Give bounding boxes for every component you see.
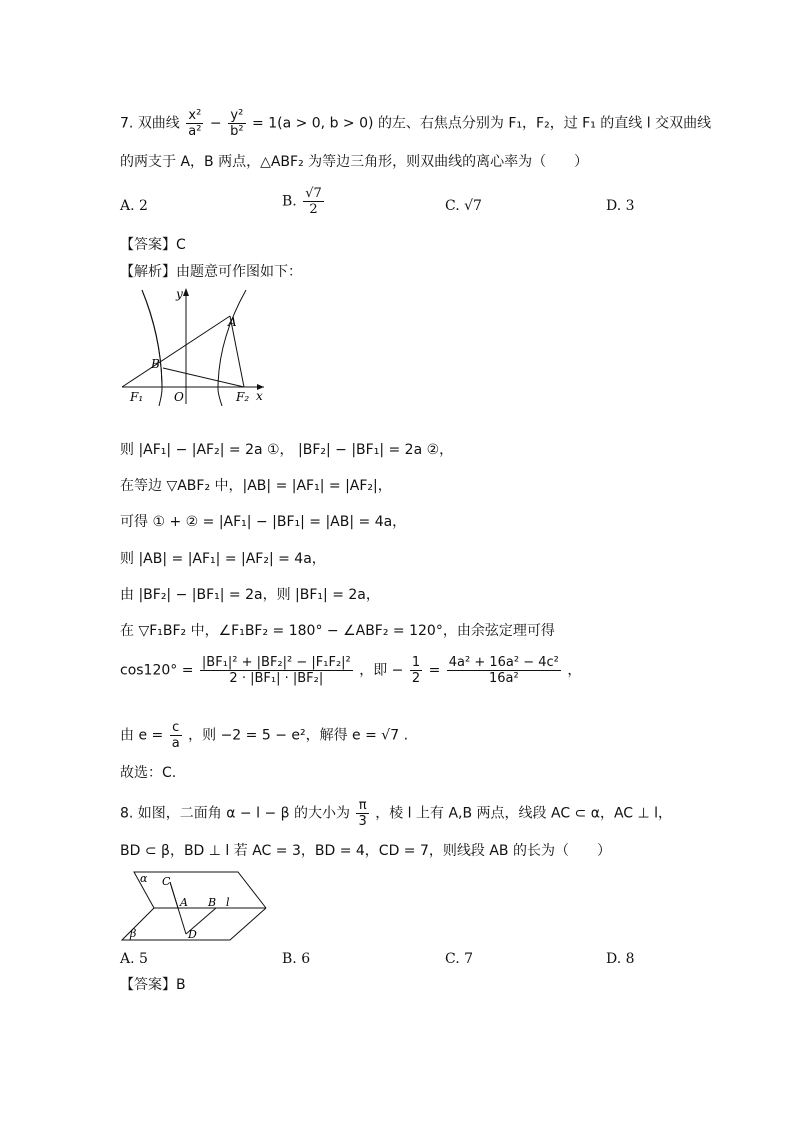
q7-fig-label-f1: F₁ xyxy=(130,390,144,404)
q7-stem-line2: 的两支于 A，B 两点，△ABF₂ 为等边三角形，则双曲线的离心率为（ ） xyxy=(120,154,589,170)
q7-frac-y xyxy=(228,108,245,139)
q7-hyperbola-figure xyxy=(118,284,270,406)
q8-angle-frac xyxy=(356,798,368,829)
q7-option-b-label: B. xyxy=(282,193,297,210)
q8-angle-den: 3 xyxy=(358,814,367,829)
q7-ecc-num: c xyxy=(170,720,182,736)
q8-stem-prefix: 8. 如图，二面角 α − l − β 的大小为 xyxy=(120,805,351,822)
q7-option-c: C. √7 xyxy=(445,198,482,214)
q7-cos-mid: ，即 − xyxy=(359,662,404,679)
q7-analysis-intro: 【解析】由题意可作图如下： xyxy=(120,264,302,280)
q8-option-b: B. 6 xyxy=(282,951,311,967)
q8-option-d: D. 8 xyxy=(606,951,635,967)
q7-option-a: A. 2 xyxy=(120,198,148,214)
q8-fig-label-alpha: α xyxy=(140,872,148,885)
q7-solution-eccentricity xyxy=(120,720,408,751)
q7-half-den: 2 xyxy=(411,671,421,686)
q7-cos-frac xyxy=(200,655,353,686)
q7-frac-y-den: b² xyxy=(230,124,244,139)
q7-cos-frac-den: 2 · |BF₁| · |BF₂| xyxy=(229,671,324,686)
q7-fig-label-x: x xyxy=(256,389,263,403)
q7-minus: − xyxy=(209,115,222,132)
q7-ecc-pre: 由 e = xyxy=(120,727,164,744)
q7-fig-label-f2: F₂ xyxy=(236,390,250,404)
q7-half-frac xyxy=(410,655,422,686)
q8-answer: 【答案】B xyxy=(120,977,186,993)
q7-solution-step-1: 则 |AF₁| − |AF₂| = 2a ①， |BF₂| − |BF₁| = 2a ②， xyxy=(120,442,454,458)
q7-line-b-f2 xyxy=(163,368,244,387)
q7-fig-label-b: B xyxy=(151,357,160,371)
q7-half-num: 1 xyxy=(411,655,421,670)
q7-frac-x xyxy=(186,108,203,139)
q7-ecc-den: a xyxy=(171,736,180,751)
q7-solution-step-6: 在 ▽F₁BF₂ 中，∠F₁BF₂ = 180° − ∠ABF₂ = 120°，由余弦定理可得 xyxy=(120,623,555,639)
q7-rhs-num: 4a² + 16a² − 4c² xyxy=(448,655,559,670)
q8-fig-label-c: C xyxy=(162,875,171,888)
q8-fig-label-a: A xyxy=(180,896,188,909)
q7-option-d: D. 3 xyxy=(606,198,635,214)
q8-fig-label-d: D xyxy=(188,928,197,941)
q7-rhs-frac xyxy=(447,655,561,686)
q7-cos-lhs: cos120° = xyxy=(120,662,194,679)
q7-rhs-den: 16a² xyxy=(488,671,519,686)
q7-stem-line1 xyxy=(120,108,711,139)
q7-fig-label-o: O xyxy=(174,390,184,404)
q7-left-branch-top xyxy=(142,290,162,389)
q8-angle-num: π xyxy=(356,798,368,814)
q7-cos-frac-num: |BF₁|² + |BF₂|² − |F₁F₂|² xyxy=(201,655,351,670)
q7-cos-eq: = xyxy=(428,662,441,679)
q8-dihedral-figure xyxy=(118,868,270,944)
q7-solution-step-4: 则 |AB| = |AF₁| = |AF₂| = 4a， xyxy=(120,551,326,567)
q7-stem-mid: 的左、右焦点分别为 F₁，F₂，过 F₁ 的直线 l 交双曲线 xyxy=(377,115,712,132)
q7-fig-label-a: A xyxy=(228,315,237,329)
q7-solution-step-2: 在等边 ▽ABF₂ 中，|AB| = |AF₁| = |AF₂|， xyxy=(120,478,392,494)
q8-option-a: A. 5 xyxy=(120,951,148,967)
q8-fig-label-b: B xyxy=(208,896,217,909)
q8-fig-label-beta: β xyxy=(130,927,137,940)
q8-plane-alpha xyxy=(134,872,266,908)
q7-y-arrow-icon xyxy=(183,288,189,296)
q7-solution-step-3: 可得 ① + ② = |AF₁| − |BF₁| = |AB| = 4a， xyxy=(120,514,407,530)
q7-solution-step-5: 由 |BF₂| − |BF₁| = 2a，则 |BF₁| = 2a， xyxy=(120,587,380,603)
q7-ecc-post: ，则 −2 = 5 − e²，解得 e = √7 . xyxy=(188,727,409,744)
q7-line-f1-a xyxy=(122,316,230,387)
q7-option-b xyxy=(282,186,326,217)
q7-cos-end: ， xyxy=(567,662,582,679)
q7-number: 7. xyxy=(120,115,134,132)
q7-ecc-frac xyxy=(170,720,182,751)
q7-option-b-frac xyxy=(303,186,324,217)
q7-frac-y-num: y² xyxy=(228,108,245,124)
q7-frac-x-den: a² xyxy=(188,124,202,139)
q8-stem-post: ，棱 l 上有 A,B 两点，线段 AC ⊂ α，AC ⊥ l， xyxy=(375,805,673,822)
q7-condition: = 1(a > 0, b > 0) xyxy=(252,115,374,132)
q7-choice: 故选：C. xyxy=(120,765,177,781)
q8-option-c: C. 7 xyxy=(445,951,474,967)
q7-stem-prefix: 双曲线 xyxy=(137,115,180,132)
q7-answer: 【答案】C xyxy=(120,237,186,253)
q7-option-b-den: 2 xyxy=(309,202,318,217)
q7-frac-x-num: x² xyxy=(186,108,203,124)
q8-fig-label-l: l xyxy=(226,896,230,909)
q7-fig-label-y: y xyxy=(176,287,183,301)
q7-right-branch-curve xyxy=(218,290,246,406)
q7-option-b-num: √7 xyxy=(305,186,322,201)
q7-solution-cosine-law xyxy=(120,655,581,686)
q8-stem-line1 xyxy=(120,798,672,829)
q8-stem-line2: BD ⊂ β，BD ⊥ l 若 AC = 3，BD = 4，CD = 7，则线段 AB 的长为（ ） xyxy=(120,843,611,859)
